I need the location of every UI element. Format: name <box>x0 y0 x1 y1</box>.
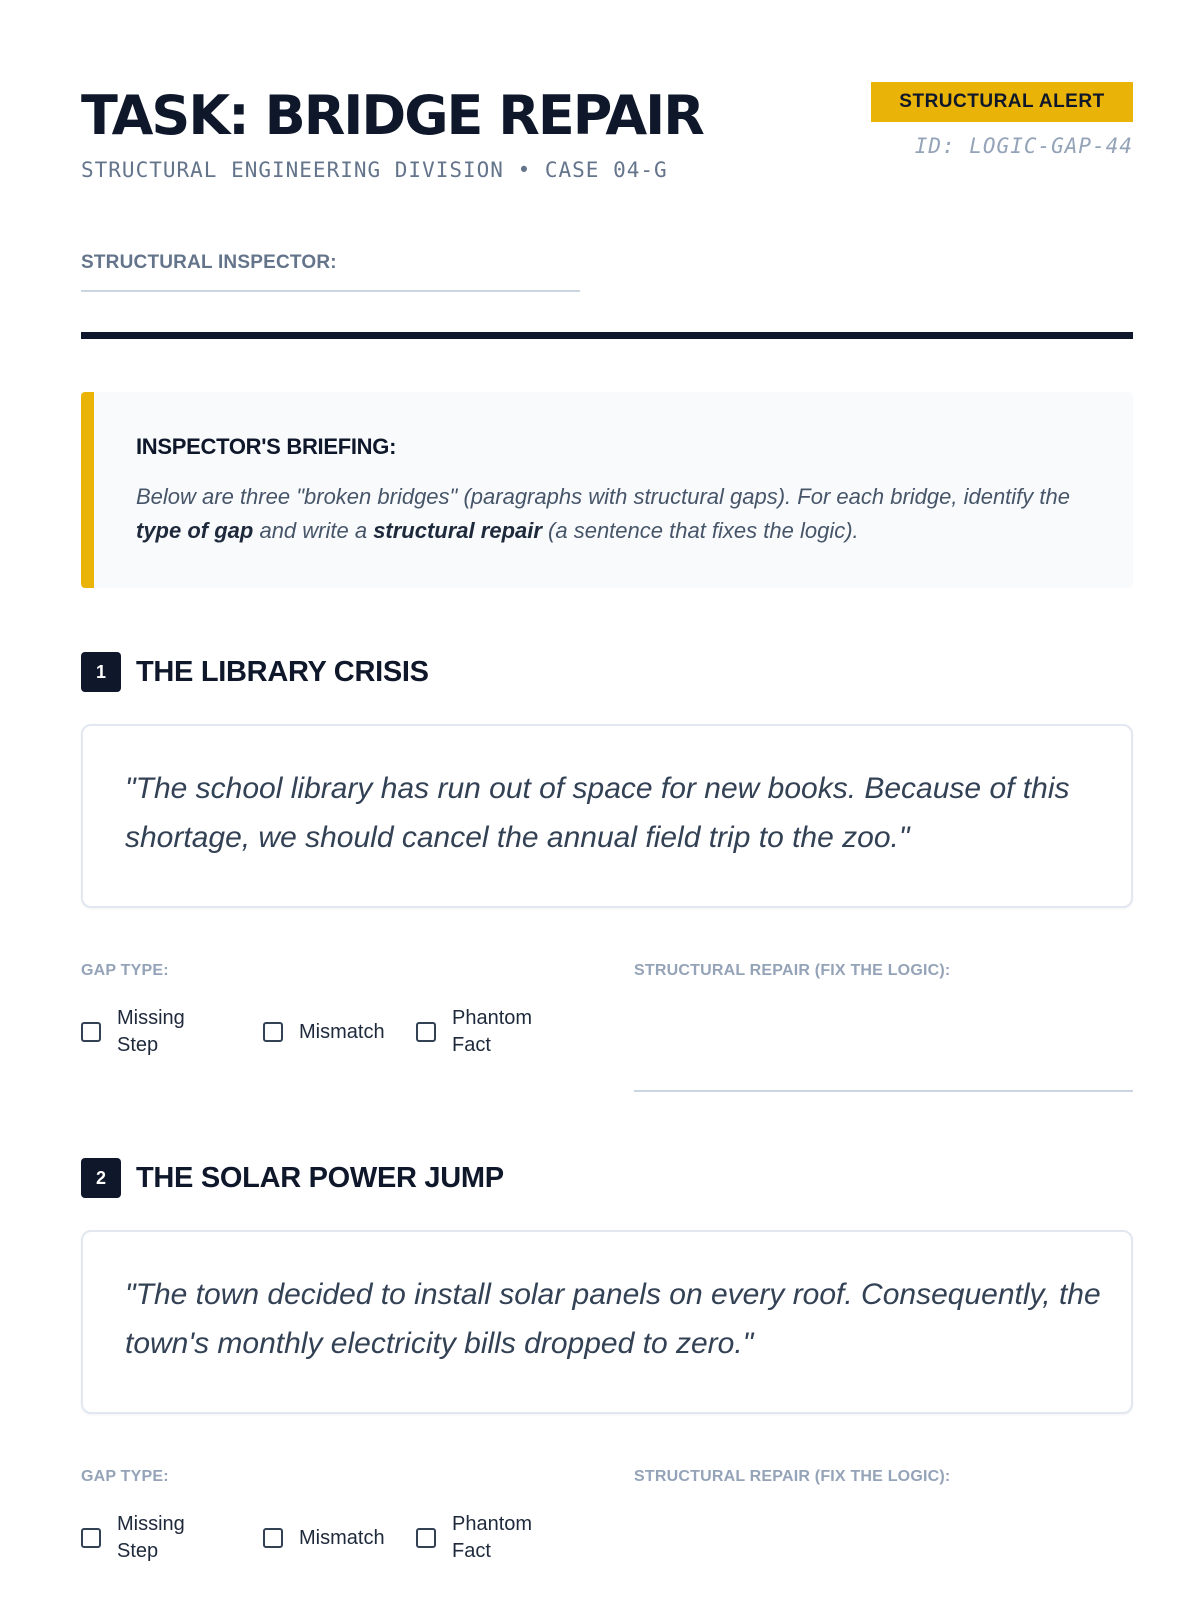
option-label: Mismatch <box>299 1526 385 1549</box>
gap-option-phantom-fact[interactable] <box>416 1508 542 1568</box>
option-label: Phantom Fact <box>452 1513 533 1562</box>
option-label: Mismatch <box>299 1020 385 1043</box>
page-title: TASK: BRIDGE REPAIR <box>81 84 703 147</box>
structural-alert-badge: STRUCTURAL ALERT <box>871 82 1133 122</box>
header-divider <box>81 332 1133 339</box>
inspector-name-field[interactable] <box>81 290 580 292</box>
section-number-badge: 2 <box>81 1158 121 1198</box>
checkbox[interactable] <box>81 1528 101 1548</box>
section-title: THE LIBRARY CRISIS <box>136 656 429 688</box>
briefing-text <box>136 480 1116 548</box>
structural-repair-label: STRUCTURAL REPAIR (FIX THE LOGIC): <box>634 1468 951 1485</box>
gap-option-mismatch[interactable] <box>263 1508 385 1568</box>
briefing-emphasis-structural-repair: structural repair <box>373 518 542 543</box>
gap-option-mismatch[interactable] <box>263 1002 385 1062</box>
section-number-badge: 1 <box>81 652 121 692</box>
bridge-quote-box <box>81 1230 1133 1414</box>
inspector-label: STRUCTURAL INSPECTOR: <box>81 252 337 273</box>
checkbox[interactable] <box>416 1022 436 1042</box>
bridge-quote-box <box>81 724 1133 908</box>
checkbox[interactable] <box>263 1528 283 1548</box>
bridge-quote-text: "The town decided to install solar panels on every roof. Consequently, the town's monthly electricity bills dropped to zero." <box>125 1278 1101 1360</box>
briefing-accent-bar <box>81 392 94 588</box>
briefing-text-part: Below are three "broken bridges" (paragraphs with structural gaps). For each bridge, identify the <box>136 484 1070 509</box>
briefing-text-part: (a sentence that fixes the logic). <box>541 518 859 543</box>
page-subtitle: STRUCTURAL ENGINEERING DIVISION • CASE 04-G <box>81 158 668 182</box>
briefing-emphasis-gap-type: type of gap <box>136 518 254 543</box>
briefing-panel <box>81 392 1133 588</box>
document-id: ID: LOGIC-GAP-44 <box>914 134 1133 158</box>
gap-option-missing-step[interactable] <box>81 1508 197 1568</box>
structural-repair-label: STRUCTURAL REPAIR (FIX THE LOGIC): <box>634 962 951 979</box>
structural-repair-field[interactable] <box>634 1090 1133 1092</box>
option-label: Phantom Fact <box>452 1007 533 1056</box>
checkbox[interactable] <box>81 1022 101 1042</box>
briefing-title: INSPECTOR'S BRIEFING: <box>136 434 397 459</box>
briefing-text-part: and write a <box>253 518 374 543</box>
option-label: Missing Step <box>117 1513 185 1562</box>
bridge-section-1 <box>81 652 1133 1082</box>
option-label: Missing Step <box>117 1007 185 1056</box>
gap-type-label: GAP TYPE: <box>81 1468 169 1485</box>
gap-option-missing-step[interactable] <box>81 1002 197 1062</box>
checkbox[interactable] <box>263 1022 283 1042</box>
worksheet-header <box>81 82 1133 192</box>
gap-type-label: GAP TYPE: <box>81 962 169 979</box>
section-title: THE SOLAR POWER JUMP <box>136 1162 504 1194</box>
gap-option-phantom-fact[interactable] <box>416 1002 542 1062</box>
bridge-section-2 <box>81 1158 1133 1588</box>
worksheet-page <box>81 0 1133 1600</box>
bridge-quote-text: "The school library has run out of space for new books. Because of this shortage, we should cancel the annual field trip to the zoo." <box>125 772 1070 854</box>
checkbox[interactable] <box>416 1528 436 1548</box>
